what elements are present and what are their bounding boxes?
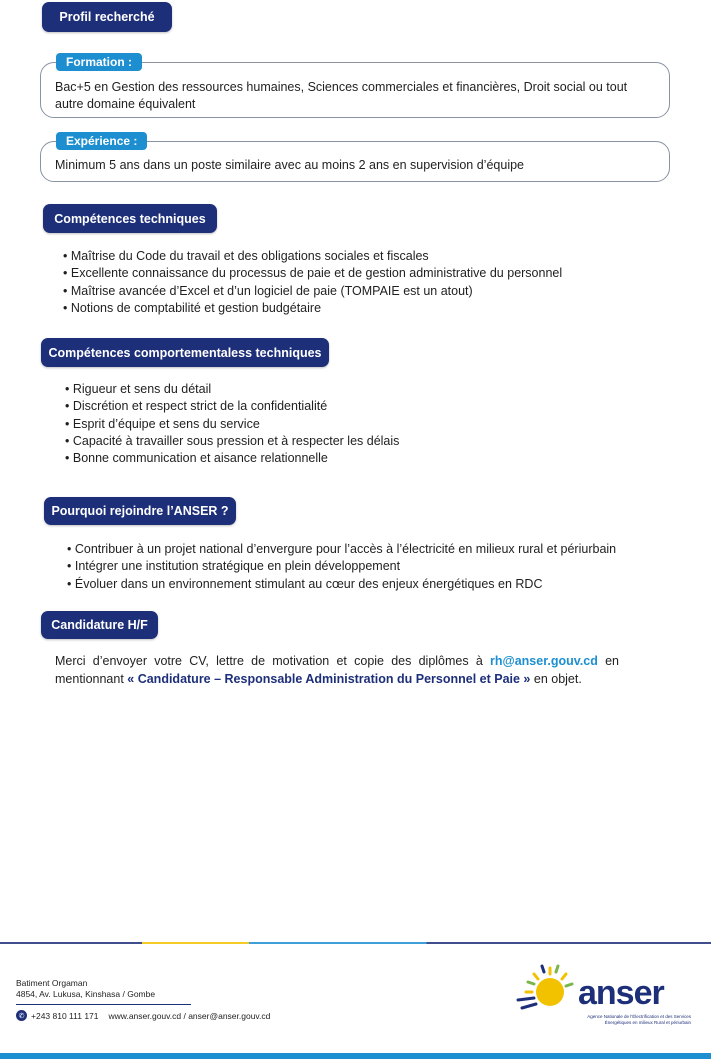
address-line-2: 4854, Av. Lukusa, Kinshasa / Gombe [16,989,156,999]
logo-tagline [586,1014,691,1025]
list-item: • Évoluer dans un environnement stimulant au cœur des enjeux énergétiques en RDC [67,576,616,593]
formation-label: Formation : [56,53,142,71]
pourquoi-list [67,541,616,593]
section-heading-competences-techniques: Compétences techniques [43,204,217,233]
list-item: • Bonne communication et aisance relationnelle [65,450,399,467]
list-item: • Contribuer à un projet national d’envergure pour l’accès à l’électricité en milieux rural et périurbain [67,541,616,558]
section-heading-competences-comportementales: Compétences comportementaless techniques [41,338,329,367]
formation-text: Bac+5 en Gestion des ressources humaines, Sciences commerciales et financières, Droit social ou tout autre domaine équivalent [55,80,628,111]
footer-phone: +243 810 111 171 [31,1010,99,1021]
candidature-text [55,652,619,688]
logo-wordmark: anser [578,974,664,1012]
section-heading-candidature: Candidature H/F [41,611,158,639]
candidature-text-before: Merci d’envoyer votre CV, lettre de motivation et copie des diplômes à [55,654,491,668]
logo-tagline-2: Énergétiques en milieux Rural et périurbain [604,1019,691,1025]
list-item: • Discrétion et respect strict de la confidentialité [65,398,399,415]
list-item: • Maîtrise du Code du travail et des obligations sociales et fiscales [63,248,562,265]
footer-bottom-bar [0,1053,711,1059]
experience-text: Minimum 5 ans dans un poste similaire avec au moins 2 ans en supervision d’équipe [55,158,525,172]
list-item: • Excellente connaissance du processus de paie et de gestion administrative du personnel [63,265,562,282]
list-item: • Esprit d’équipe et sens du service [65,416,399,433]
footer-contact [16,1010,270,1021]
candidature-subject: « Candidature – Responsable Administration du Personnel et Paie » [127,672,531,686]
list-item: • Capacité à travailler sous pression et à respecter les délais [65,433,399,450]
list-item: • Intégrer une institution stratégique en plein développement [67,558,616,575]
competences-techniques-list [63,248,562,317]
logo-tagline-1: Agence Nationale de l’Électrification et des Services [587,1014,691,1019]
address-line-1: Batiment Orgaman [16,978,88,988]
footer-web[interactable]: www.anser.gouv.cd / anser@anser.gouv.cd [108,1010,271,1021]
section-heading-profil: Profil recherché [42,2,172,32]
experience-label: Expérience : [56,132,147,150]
list-item: • Rigueur et sens du détail [65,381,399,398]
phone-icon: ✆ [16,1010,27,1021]
list-item: • Notions de comptabilité et gestion budgétaire [63,300,562,317]
footer-address [16,978,155,1000]
footer-divider [0,942,711,944]
candidature-text-after: en objet. [530,672,582,686]
footer-address-rule [16,1004,191,1005]
competences-comportementales-list [65,381,399,467]
candidature-text-middle: en mentionnant [55,654,619,686]
list-item: • Maîtrise avancée d’Excel et d’un logiciel de paie (TOMPAIE est un atout) [63,283,562,300]
anser-logo [508,962,693,1034]
section-heading-pourquoi: Pourquoi rejoindre l’ANSER ? [44,497,236,525]
candidature-email-link[interactable]: rh@anser.gouv.cd [490,654,598,668]
